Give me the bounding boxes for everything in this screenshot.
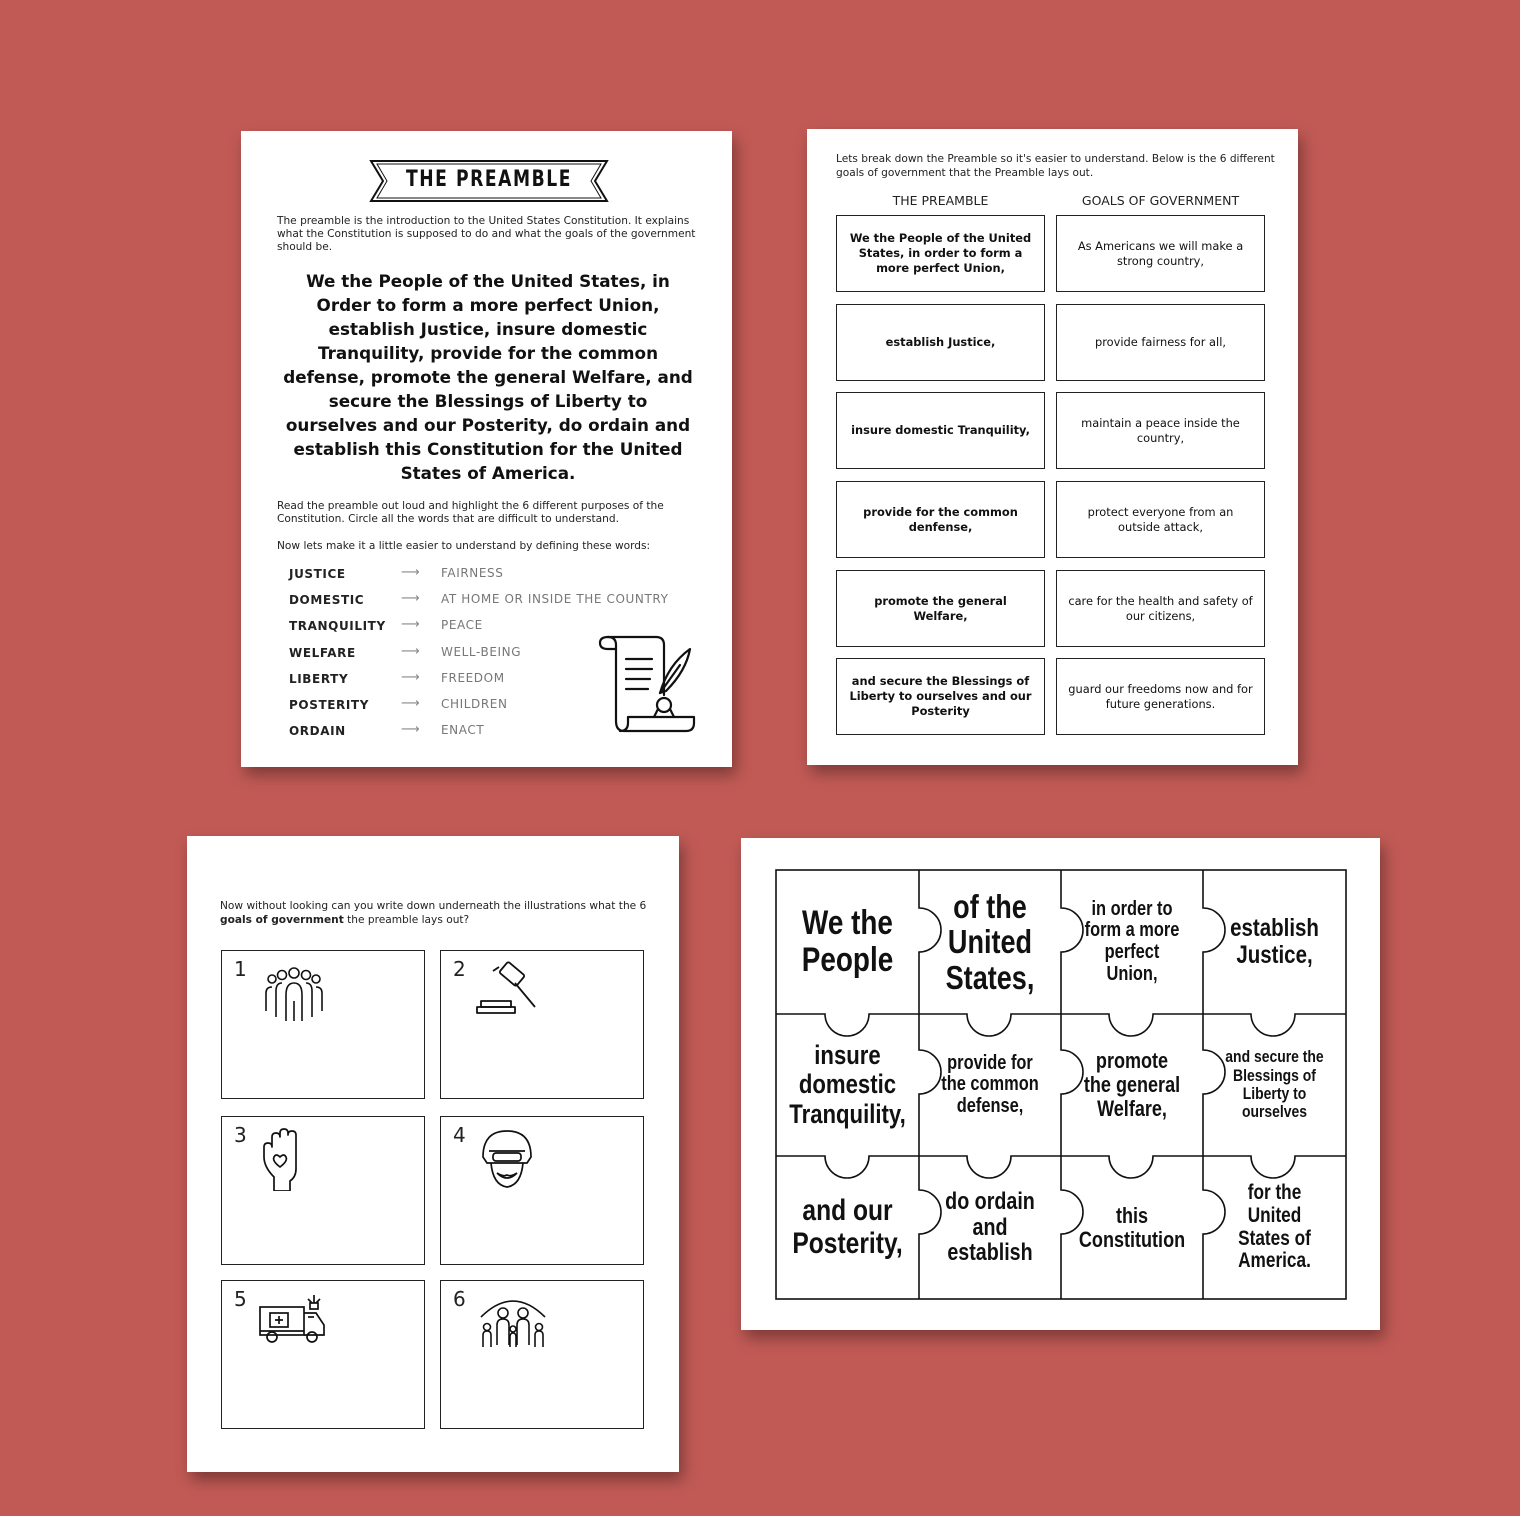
define-instruction: Now lets make it a little easier to understand by defining these words: [277,540,651,552]
preamble-phrase-box: promote the general Welfare, [836,570,1045,647]
preamble-phrase-box: and secure the Blessings of Liberty to ourselves and our Posterity [836,658,1045,735]
people-group-icon [256,961,332,1025]
vocab-definition: FREEDOM [441,670,505,685]
arrow-icon: ⟶ [401,591,421,607]
soldier-helmet-icon [475,1127,551,1191]
arrow-icon: ⟶ [401,722,421,738]
vocab-word: LIBERTY [289,671,349,686]
puzzle-piece-text: promote the general Welfare, [1083,1048,1181,1121]
puzzle-piece-text: We the People [801,904,894,979]
preamble-text: We the People of the United States, in Order to form a more perfect Union, establish Justice, insure domestic Tranquility, provide for the common defense, promote the general Welfare, and secure the Blessings of Liberty to ourselves and our Posterity, do ordain and establish this Constitution for the United States of America. [283,271,693,483]
box-number: 5 [234,1287,247,1311]
vocab-word: POSTERITY [289,697,370,712]
column-header-preamble: THE PREAMBLE [892,193,989,208]
goal-box: protect everyone from an outside attack, [1056,481,1265,558]
preamble-phrase-box: establish Justice, [836,304,1045,381]
vocab-word: DOMESTIC [289,593,365,608]
puzzle-piece-text: do ordain and establish [945,1187,1035,1267]
box-number: 4 [453,1123,466,1147]
vocab-word: ORDAIN [289,724,346,739]
preamble-worksheet-page [241,131,732,767]
puzzle-piece-text: insure domestic Tranquility, [789,1040,906,1129]
goal-box: care for the health and safety of our citizens, [1056,570,1265,647]
puzzle-piece-text: this Constitution [1078,1202,1186,1252]
scroll-quill-icon [594,635,698,739]
answer-box[interactable] [440,1116,644,1265]
goals-recall-page [187,836,679,1472]
goal-box: provide fairness for all, [1056,304,1265,381]
vocab-word: WELFARE [289,645,356,660]
puzzle-piece-text: in order to form a more perfect Union, [1084,897,1180,985]
vocab-definition: PEACE [441,618,483,633]
answer-box[interactable] [221,1116,425,1265]
vocab-word: JUSTICE [289,567,346,581]
puzzle-piece-text: and secure the Blessings of Liberty to ourselves [1225,1047,1324,1122]
puzzle-piece-text: provide for the common defense, [941,1051,1039,1117]
gavel-icon [475,961,551,1025]
puzzle-piece-text: for the United States of America. [1238,1181,1311,1273]
title-banner [369,159,609,203]
arrow-icon: ⟶ [401,643,421,659]
column-header-goals: GOALS OF GOVERNMENT [1081,193,1240,208]
intro-text: Lets break down the Preamble so it's easier to understand. Below is the 6 different goals of government that the Preamble lays out. [836,153,1275,179]
vocab-definition: ENACT [441,723,485,738]
box-number: 2 [453,957,466,981]
intro-text: Now without looking can you write down underneath the illustrations what the 6 goals of government the preamble lays out? [220,900,647,926]
box-number: 3 [234,1123,247,1147]
preamble-phrase-box: insure domestic Tranquility, [836,392,1045,469]
arrow-icon: ⟶ [401,669,421,685]
vocab-definition: WELL-BEING [441,644,522,659]
answer-box[interactable] [440,1280,644,1429]
read-instruction: Read the preamble out loud and highlight the 6 different purposes of the Constitution. Circle all the words that are difficult to understand. [277,500,664,525]
vocab-word: TRANQUILITY [289,619,386,634]
answer-box[interactable] [440,950,644,1099]
vocab-row [289,591,709,617]
goal-box: guard our freedoms now and for future generations. [1056,658,1265,735]
family-umbrella-icon [475,1291,551,1355]
goal-box: As Americans we will make a strong country, [1056,215,1265,292]
goals-breakdown-page [807,129,1298,765]
ambulance-icon [256,1291,332,1355]
puzzle-piece-text: and our Posterity, [792,1194,903,1260]
box-number: 6 [453,1287,466,1311]
arrow-icon: ⟶ [401,695,421,711]
puzzle-page [741,838,1380,1330]
vocab-definition: CHILDREN [441,696,508,711]
arrow-icon: ⟶ [401,565,421,580]
vocab-definition: AT HOME OR INSIDE THE COUNTRY [441,592,669,607]
vocab-row [289,565,709,591]
vocab-definition: FAIRNESS [441,566,504,580]
arrow-icon: ⟶ [401,617,421,633]
goal-box: maintain a peace inside the country, [1056,392,1265,469]
box-number: 1 [234,957,247,981]
puzzle-piece-text: establish Justice, [1230,914,1319,969]
answer-box[interactable] [221,950,425,1099]
answer-box[interactable] [221,1280,425,1429]
hand-heart-icon [256,1127,332,1191]
page-title: THE PREAMBLE [405,167,573,192]
preamble-phrase-box: provide for the common denfense, [836,481,1045,558]
preamble-phrase-box: We the People of the United States, in order to form a more perfect Union, [836,215,1045,292]
puzzle-piece-text: of the United States, [945,887,1035,996]
intro-text: The preamble is the introduction to the United States Constitution. It explains what the Constitution is supposed to do and what the goals of the government should be. [277,215,696,253]
